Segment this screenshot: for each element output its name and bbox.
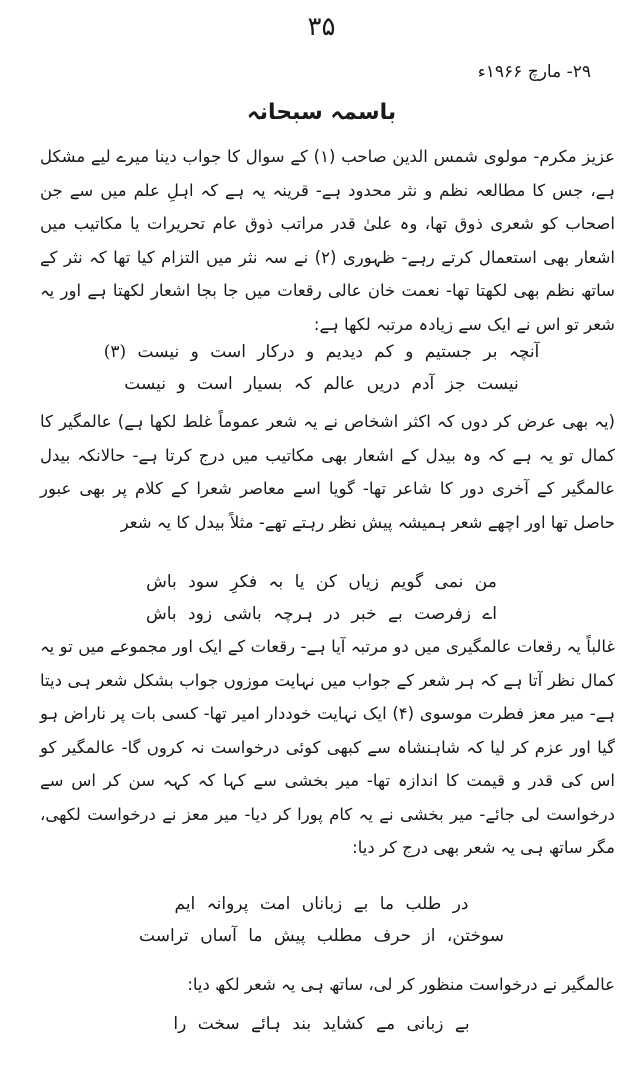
letter-date: ۲۹- مارچ ۱۹۶۶ء (477, 62, 591, 82)
verse-3-line-1: در طلب ما بے زباناں امت پروانہ ایم (174, 894, 469, 914)
verse-1-line-2: نیست جز آدم دریں عالم کہ بسیار است و نیست (124, 374, 519, 394)
verse-2-line-2: اے زفرصت بے خبر در ہرچہ باشی زود باش (145, 604, 498, 624)
page-number: ۳۵ (307, 12, 336, 42)
verse-4 (0, 1008, 643, 1040)
verse-3 (0, 888, 643, 952)
verse-1 (0, 336, 643, 400)
paragraph-2: (یہ بھی عرض کر دوں کہ اکثر اشخاص نے یہ شعر عموماً غلط لکھا ہے) عالمگیر کا کمال تو یہ ہے کہ وہ بیدل کے اشعار بھی مکاتیب میں درج کرتا ہے- حالانکہ بیدل عالمگیر کے آخری دور کا شاعر تھا- گویا اسے معاصر شعرا کے کلام پر بھی عبور حاصل تھا اور اچھے شعر ہمیشہ پیش نظر رہتے تھے- مثلاً بیدل کا یہ شعر (40, 412, 615, 532)
paragraph-3: غالباً یہ رقعات عالمگیری میں دو مرتبہ آیا ہے- رقعات کے ایک اور مجموعے میں تو یہ کمال نظر آتا ہے کہ ہر شعر کے جواب میں نہایت موزوں جواب بشکل شعر ہی دیتا ہے- میر معز فطرت موسوی (۴) ایک نہایت خوددار امیر تھا- کسی بات پر ناراض ہو گیا اور عزم کر لیا کہ شاہنشاہ سے کبھی کوئی درخواست نہ کروں گا- عالمگیر کو اس کی قدر و قیمت کا اندازہ تھا- میر بخشی سے کہا کہ کہہ سن کر اس سے درخواست لی جائے- میر بخشی نے یہ کام پورا کر دیا- میر معز نے درخواست لکھی، مگر ساتھ ہی یہ شعر بھی درج کر دیا: (40, 637, 615, 857)
verse-2 (0, 566, 643, 630)
letter-heading: باسمہ سبحانہ (246, 100, 397, 125)
verse-4-line-1: بے زبانی مے کشاید بند ہائے سخت را (173, 1014, 470, 1034)
paragraph-4: عالمگیر نے درخواست منظور کر لی، ساتھ ہی یہ شعر لکھ دیا: (187, 975, 615, 994)
paragraph-1: عزیز مکرم- مولوی شمس الدین صاحب (۱) کے سوال کا جواب دینا میرے لیے مشکل ہے، جس کا مطالعہ نظم و نثر محدود ہے- قرینہ یہ ہے کہ اہلِ علم میں سے جن اصحاب کو شعری ذوق تھا، وہ علیٰ قدر مراتب ذوق عام تحریرات یا مکاتیب میں اشعار بھی استعمال کرتے رہے- ظہوری (۲) نے سہ نثر میں التزام کیا تھا کہ نثر کے ساتھ نظم بھی لکھتا تھا- نعمت خان عالی رقعات میں جا بجا اشعار لکھتا ہے اور یہ شعر تو اس نے ایک سے زیادہ مرتبہ لکھا ہے: (40, 147, 616, 334)
verse-2-line-1: من نمی گویم زیاں کن یا بہ فکرِ سود باش (146, 572, 497, 592)
verse-3-line-2: سوختن، از حرف مطلب پیش ما آساں تراست (139, 926, 504, 946)
verse-1-line-1: آنچہ بر جستیم و کم دیدیم و درکار است و نیست (۳) (103, 342, 540, 362)
